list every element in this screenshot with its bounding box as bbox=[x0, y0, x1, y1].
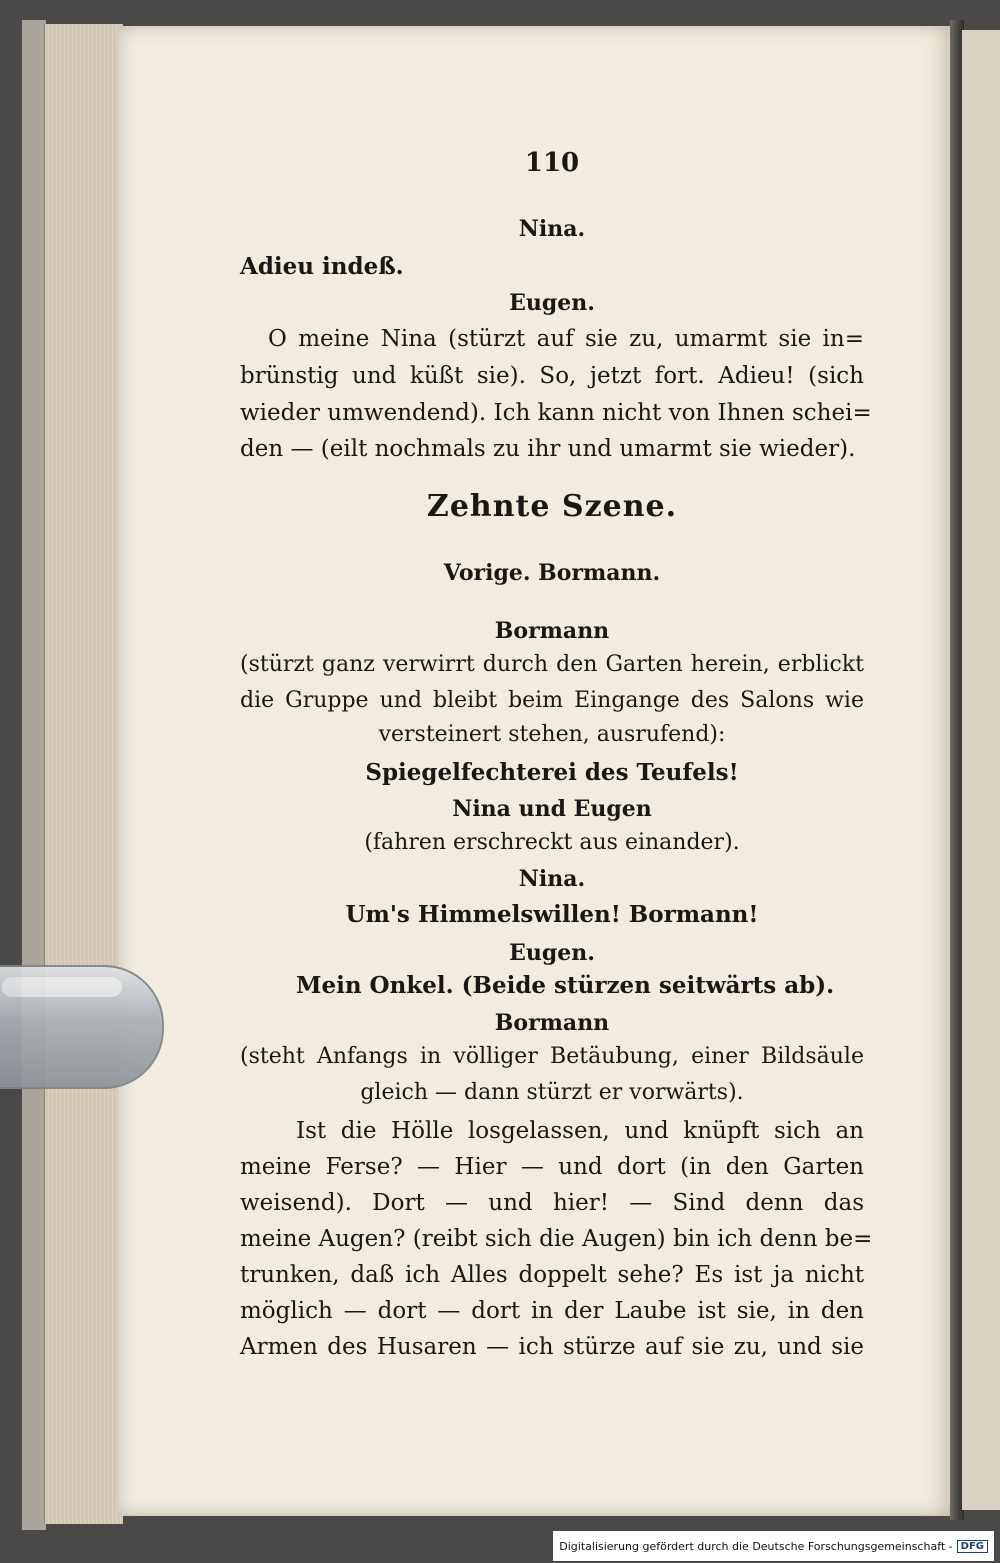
dfg-logo: DFG bbox=[957, 1540, 988, 1553]
footer-text: Digitalisierung gefördert durch die Deutsche Forschungsgemeinschaft - bbox=[559, 1539, 953, 1553]
dialogue-line: trunken, daß ich Alles doppelt sehe? Es ist ja nicht bbox=[240, 1262, 864, 1288]
digitization-footer bbox=[553, 1531, 994, 1561]
page-clip bbox=[0, 965, 164, 1089]
dialogue-line: Adieu indeß. bbox=[240, 253, 404, 280]
stage-direction: (fahren erschreckt aus einander). bbox=[364, 830, 740, 855]
dialogue-line: meine Ferse? — Hier — und dort (in den Garten bbox=[240, 1154, 864, 1180]
dialogue-line: Spiegelfechterei des Teufels! bbox=[365, 759, 739, 786]
speaker-name: Bormann bbox=[494, 618, 610, 644]
stage-direction: (stürzt ganz verwirrt durch den Garten herein, erblickt bbox=[240, 652, 864, 677]
stage-direction: gleich — dann stürzt er vorwärts). bbox=[360, 1080, 744, 1105]
stage-direction: versteinert stehen, ausrufend): bbox=[378, 722, 726, 747]
clip-shine bbox=[2, 977, 122, 997]
dialogue-line: meine Augen? (reibt sich die Augen) bin ich denn be= bbox=[240, 1226, 873, 1252]
dialogue-line: brünstig und küßt sie). So, jetzt fort. Adieu! (sich bbox=[240, 363, 864, 389]
dialogue-line: möglich — dort — dort in der Laube ist sie, in den bbox=[240, 1298, 864, 1324]
scene-heading: Zehnte Szene. bbox=[426, 489, 678, 524]
dialogue-line: wieder umwendend). Ich kann nicht von Ihnen schei= bbox=[240, 400, 872, 426]
speaker-name: Nina. bbox=[518, 216, 586, 242]
cast-list: Vorige. Bormann. bbox=[443, 560, 661, 586]
page-number: 110 bbox=[524, 148, 580, 178]
book-cover-edge bbox=[22, 20, 46, 1530]
dialogue-line: den — (eilt nochmals zu ihr und umarmt sie wieder). bbox=[240, 436, 856, 462]
dialogue-line: Um's Himmelswillen! Bormann! bbox=[345, 901, 759, 928]
speaker-name: Nina. bbox=[518, 866, 586, 892]
dialogue-line: Ist die Hölle losgelassen, und knüpft sich an bbox=[296, 1118, 864, 1144]
stage-direction: die Gruppe und bleibt beim Eingange des Salons wie bbox=[240, 688, 864, 713]
stage-direction: (steht Anfangs in völliger Betäubung, einer Bildsäule bbox=[240, 1044, 864, 1069]
dialogue-line: weisend). Dort — und hier! — Sind denn das bbox=[240, 1190, 864, 1216]
speaker-name: Bormann bbox=[494, 1010, 610, 1036]
page-stack bbox=[44, 24, 123, 1524]
speaker-name: Eugen. bbox=[509, 290, 595, 316]
speaker-name: Nina und Eugen bbox=[452, 796, 652, 822]
dialogue-line: Armen des Husaren — ich stürze auf sie zu, und sie bbox=[240, 1334, 864, 1360]
next-page-edge bbox=[962, 30, 1000, 1510]
speaker-name: Eugen. bbox=[509, 940, 595, 966]
dialogue-line: Mein Onkel. (Beide stürzen seitwärts ab). bbox=[296, 972, 835, 999]
dialogue-line: O meine Nina (stürzt auf sie zu, umarmt sie in= bbox=[268, 326, 864, 352]
